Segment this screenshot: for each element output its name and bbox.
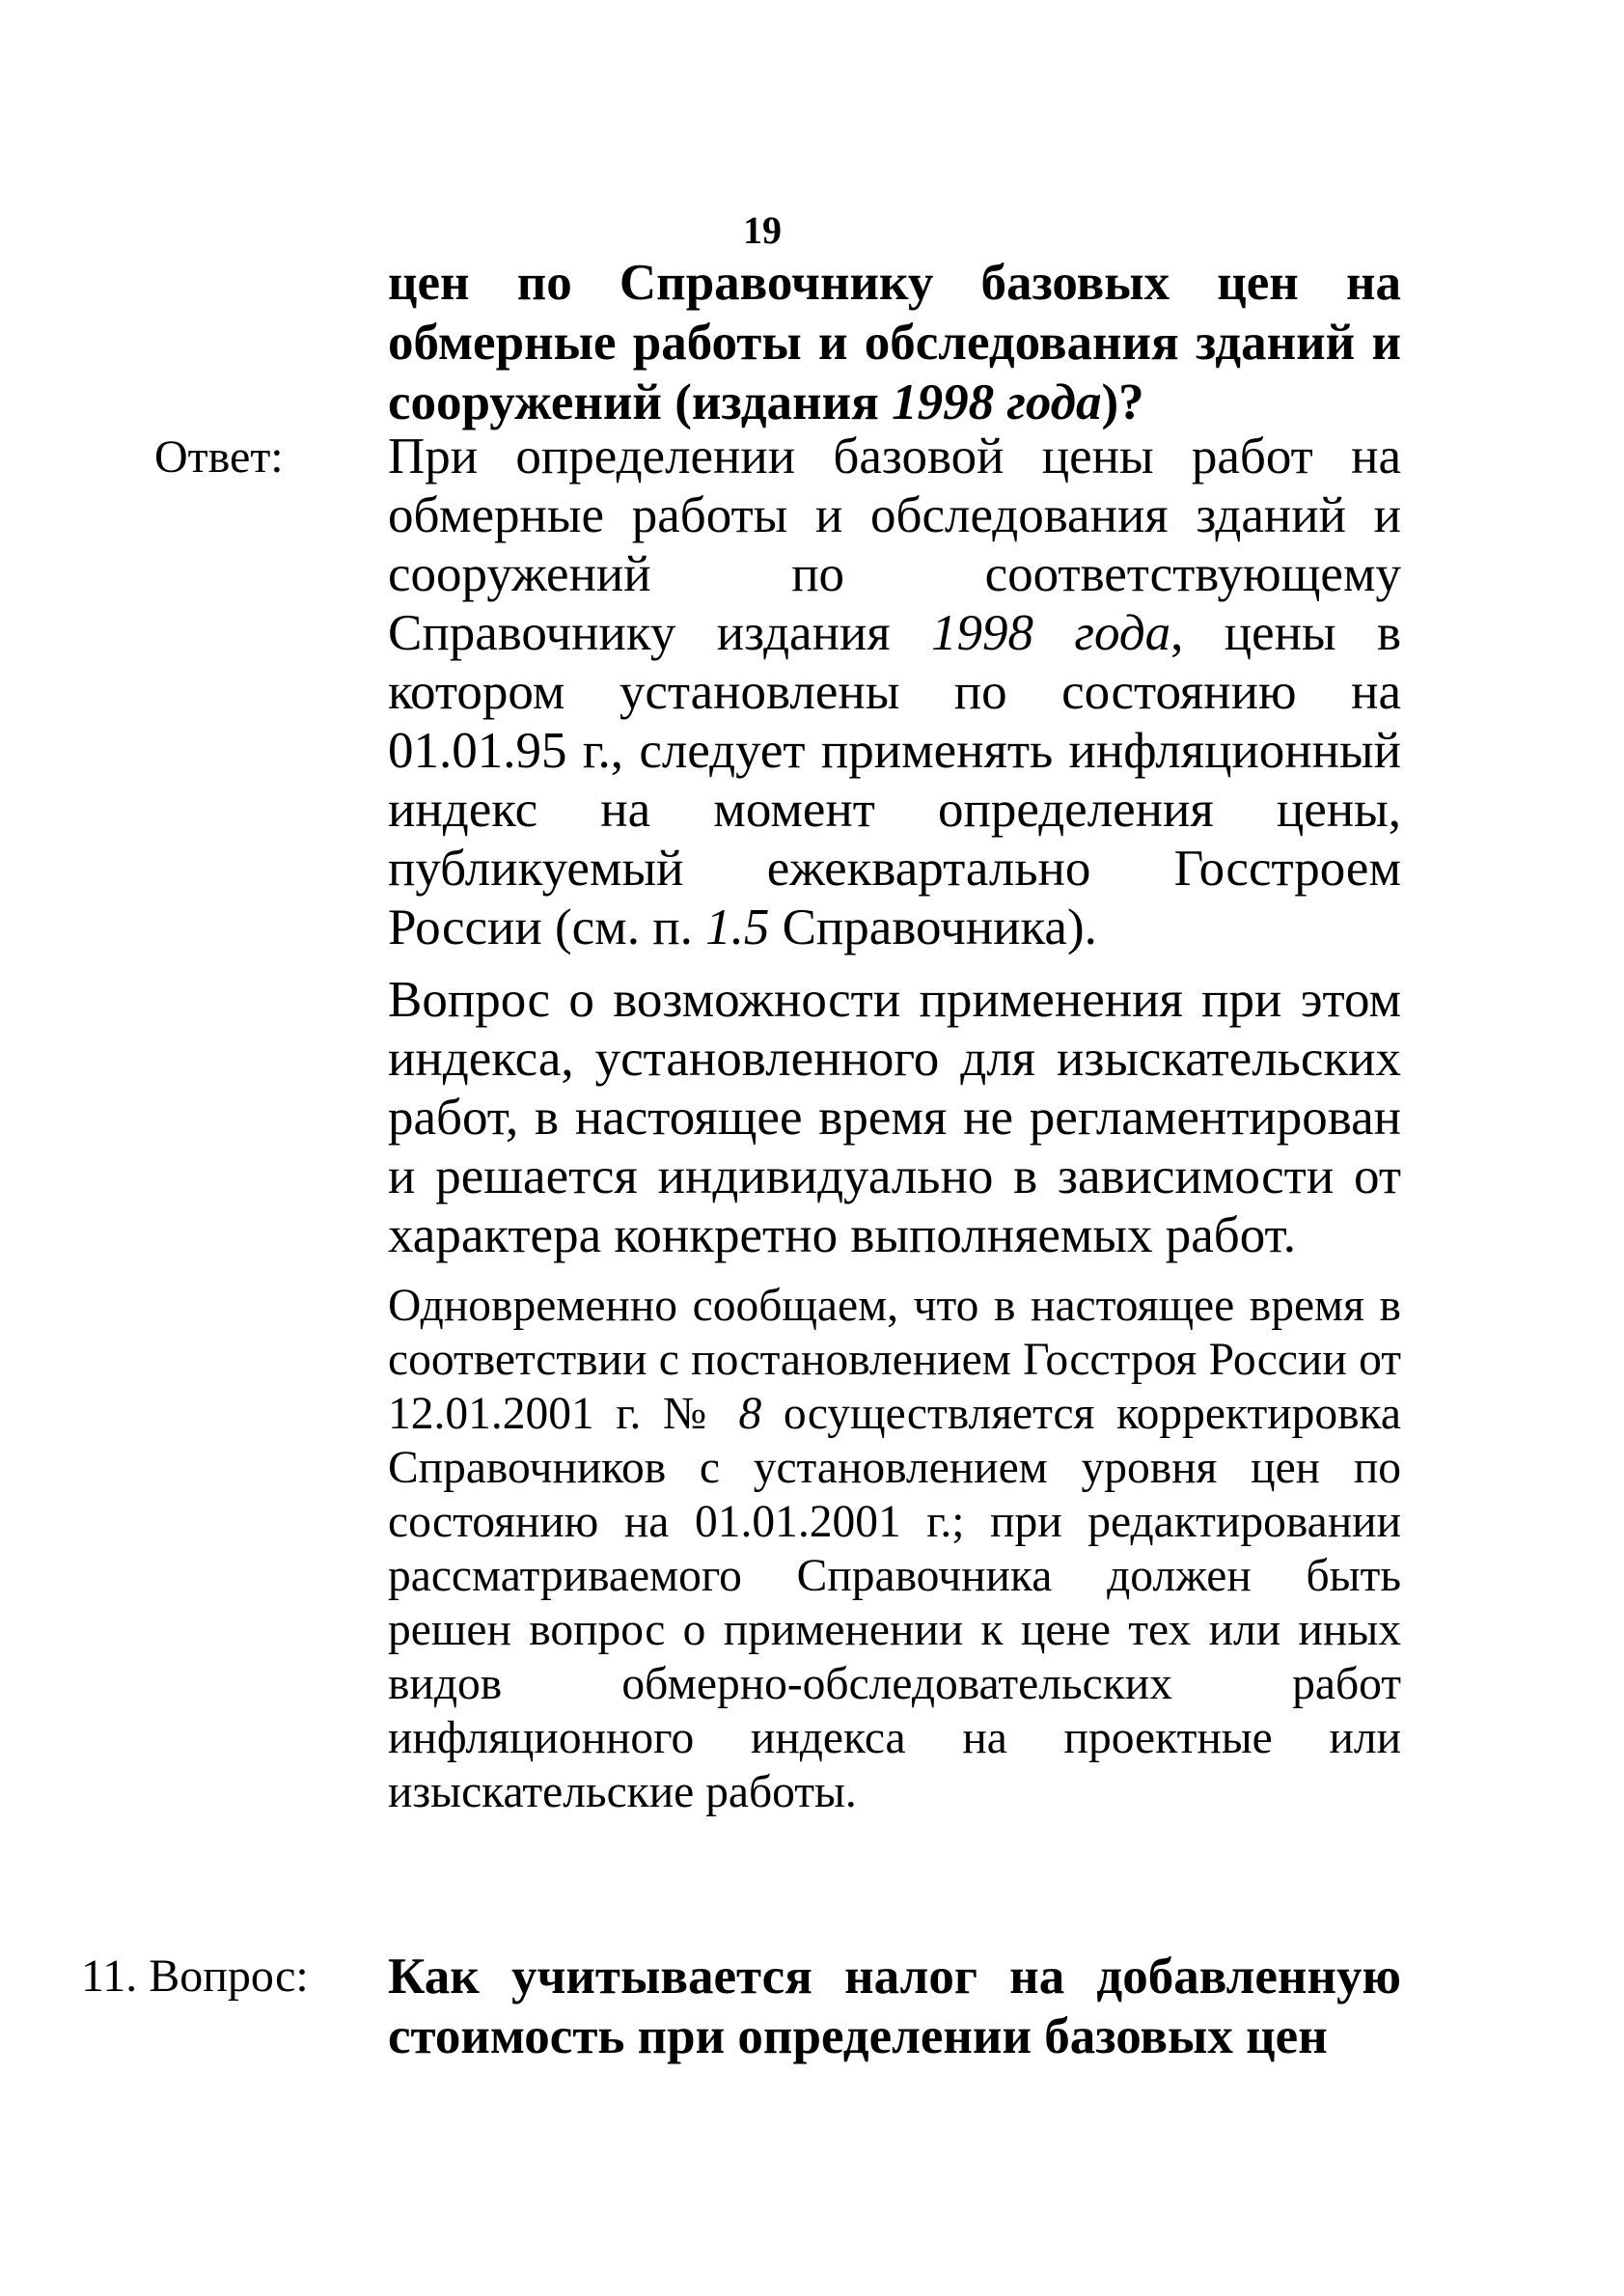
answer-p1-italic-year: 1998 года — [931, 605, 1171, 661]
answer-p1-italic-clause: 1.5 — [705, 899, 770, 955]
question-text-part2: )? — [1101, 374, 1144, 430]
page-number: 19 — [743, 208, 782, 252]
answer-body — [388, 428, 1401, 1819]
answer-paragraph-2: Вопрос о возможности применения при этом индекса, установленного для изыскательских работ, в настоящее время не регламентирован и решается индивидуально в зависимости от характера конкретно выполняемых работ. — [388, 972, 1401, 1263]
question-11-text: Как учитывается налог на добавленную стоимость при определении базовых цен — [388, 1949, 1401, 2064]
question-11-label: 11. Вопрос: — [81, 1950, 309, 2002]
answer-p1-text-c: Справочника). — [769, 899, 1097, 955]
question-text-part1: цен по Справочнику базовых цен на обмерные работы и обследования зданий и сооружений (издания — [388, 255, 1401, 430]
answer-p3-italic-number: 8 — [738, 1389, 762, 1439]
answer-paragraph-3 — [388, 1279, 1401, 1819]
answer-p3-text-a: Одновременно сообщаем, что в настоящее время в соответствии с постановлением Госстроя России от 12.01.2001 г. № — [388, 1281, 1401, 1439]
question-italic-year: 1998 года — [892, 374, 1102, 430]
answer-label: Ответ: — [154, 431, 284, 483]
answer-p1-text-b: , цены в котором установлены по состоянию на 01.01.95 г., следует применять инфляционный индекс на момент определения цены, публикуемый ежеквартально Госстроем России (см. п. — [388, 605, 1401, 955]
answer-p3-text-b: осуществляется корректировка Справочников с установлением уровня цен по состоянию на 01.01.2001 г.; при редактировании рассматриваемого Справочника должен быть решен вопрос о применении к цене тех или иных видов обмерно-обследовательских работ инфляционного индекса на проектные или изыскательские работы. — [388, 1389, 1401, 1817]
answer-p1-text-a: При определении базовой цены работ на обмерные работы и обследования зданий и сооружений по соответствующему Справочнику издания — [388, 429, 1401, 661]
question-10-continuation — [388, 253, 1401, 432]
answer-paragraph-1 — [388, 428, 1401, 957]
